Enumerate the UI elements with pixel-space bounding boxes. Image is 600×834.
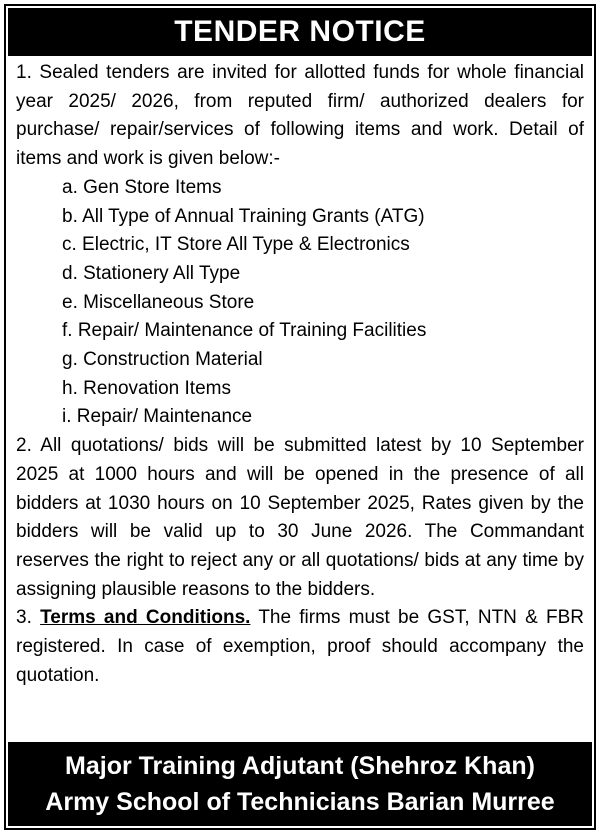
list-item: g. Construction Material: [62, 349, 263, 371]
list-item: e. Miscellaneous Store: [62, 291, 255, 313]
list-item: a. Gen Store Items: [62, 176, 222, 198]
paragraph-3: [16, 604, 584, 690]
list-item: f. Repair/ Maintenance of Training Facilities: [62, 320, 427, 342]
signature-block: [8, 742, 592, 826]
list-item: c. Electric, IT Store All Type & Electronics: [62, 234, 410, 256]
notice-title: TENDER NOTICE: [8, 8, 592, 56]
notice-body: [16, 59, 584, 690]
list-item: d. Stationery All Type: [62, 262, 241, 284]
items-list: [16, 174, 584, 432]
tender-notice: [4, 4, 596, 830]
terms-heading: Terms and Conditions.: [40, 607, 251, 629]
paragraph-1: 1. Sealed tenders are invited for allotted funds for whole financial year 2025/ 2026, from reputed firm/ authorized dealers for purchase/ repair/services of following items and work. Detail of items and work is given below:-: [16, 62, 584, 170]
terms-text: The firms must be GST, NTN & FBR registered. In case of exemption, proof should accompany the quotation.: [16, 607, 585, 686]
list-item: h. Renovation Items: [62, 377, 231, 399]
list-item: b. All Type of Annual Training Grants (ATG): [62, 205, 425, 227]
paragraph-3-number: 3.: [16, 607, 32, 629]
list-item: i. Repair/ Maintenance: [62, 406, 253, 428]
paragraph-2: 2. All quotations/ bids will be submitted latest by 10 September 2025 at 1000 hours and will be opened in the presence of all bidders at 1030 hours on 10 September 2025, Rates given by the bidders will be valid up to 30 June 2026. The Commandant reserves the right to reject any or all quotations/ bids at any time by assigning plausible reasons to the bidders.: [16, 435, 584, 600]
signatory-name: Major Training Adjutant (Shehroz Khan): [65, 752, 535, 780]
institution-name: Army School of Technicians Barian Murree: [45, 788, 555, 816]
